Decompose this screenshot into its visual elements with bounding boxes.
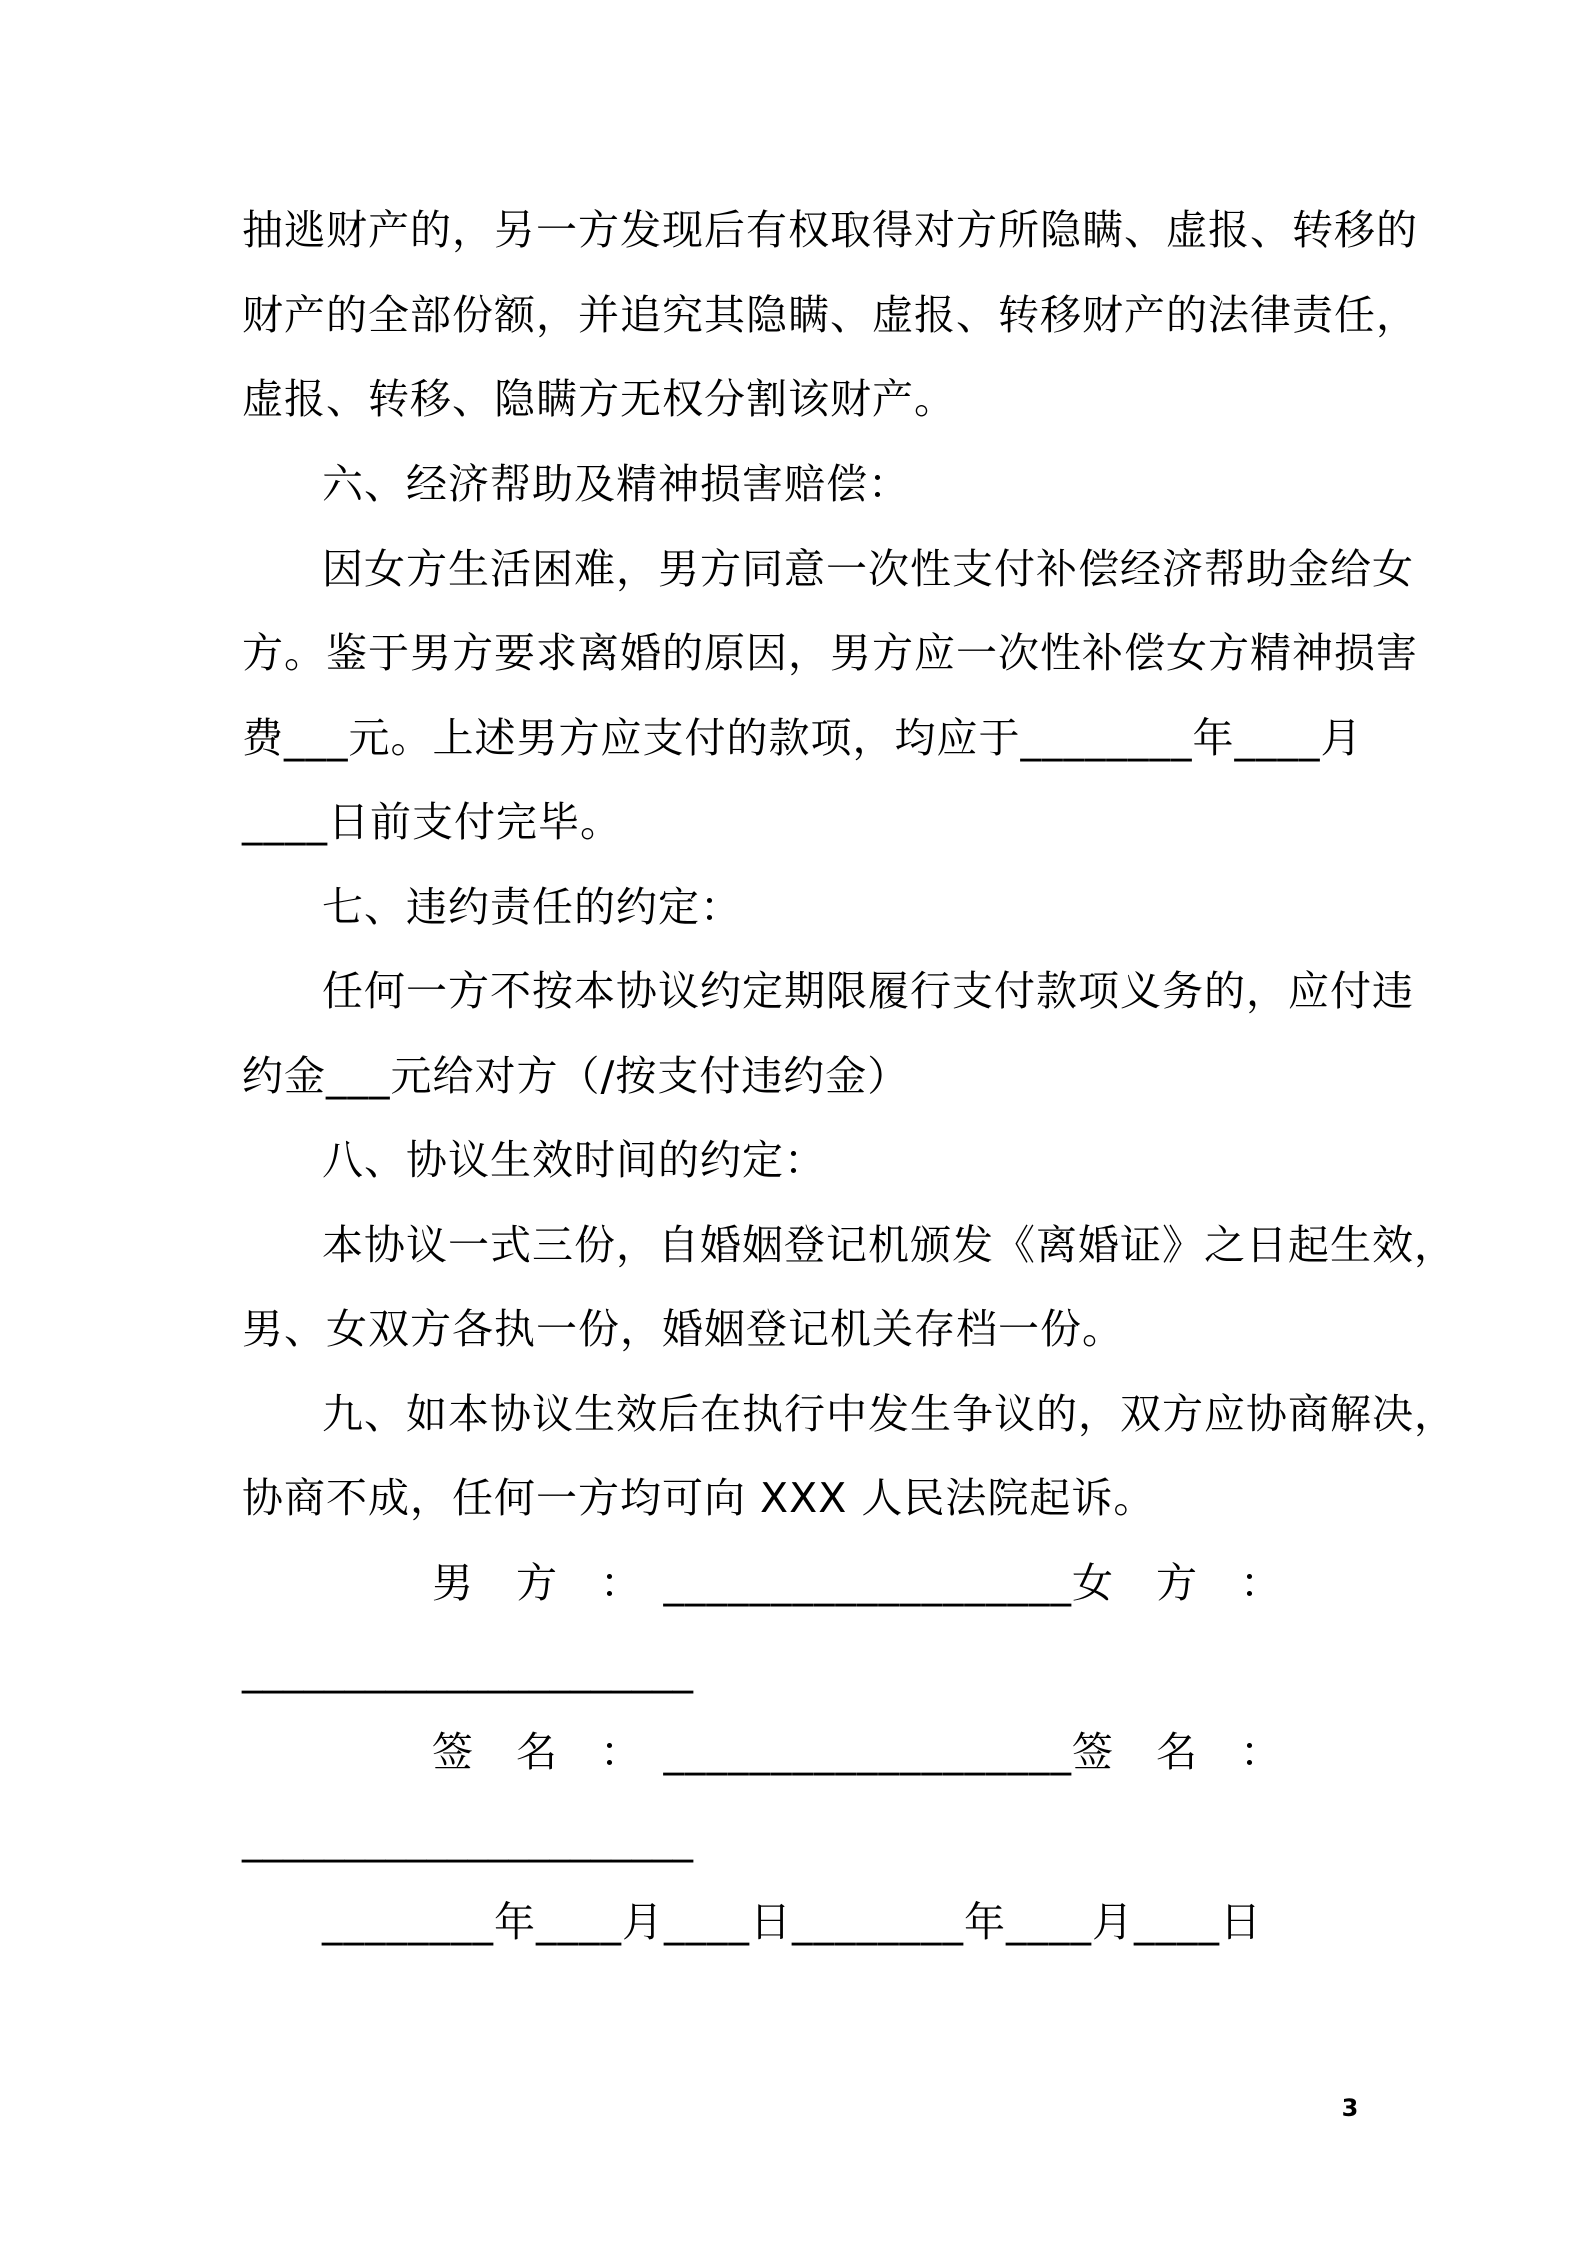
body-text-line: 费___元。上述男方应支付的款项，均应于________年____月 [242,714,1363,762]
party-signature-line: 男 方 ： ___________________女 方 ： [432,1559,1282,1607]
body-text-line: 男、女双方各执一份，婚姻登记机关存档一份。 [242,1305,1124,1353]
body-text-line: 方。鉴于男方要求离婚的原因，男方应一次性补偿女方精神损害 [242,629,1418,677]
body-text-line: 因女方生活困难，男方同意一次性支付补偿经济帮助金给女 [322,545,1414,593]
body-text-line: 虚报、转移、隐瞒方无权分割该财产。 [242,375,956,423]
section-heading-9: 九、如本协议生效后在执行中发生争议的，双方应协商解决， [322,1390,1456,1438]
date-line: ________年____月____日________年____月____日 [322,1898,1262,1946]
body-text-line: 财产的全部份额，并追究其隐瞒、虚报、转移财产的法律责任， [242,291,1418,339]
body-text-line: 本协议一式三份，自婚姻登记机颁发《离婚证》之日起生效， [322,1221,1456,1269]
sign-name-line: 签 名 ： ___________________签 名 ： [432,1728,1282,1776]
body-text-line: 协商不成，任何一方均可向 XXX 人民法院起诉。 [242,1474,1156,1522]
page-number: 3 [1341,2094,1359,2122]
sign-name-blank: ______________________ [242,1815,693,1863]
body-text-line: ____日前支付完毕。 [242,798,622,846]
body-text-line: 抽逃财产的，另一方发现后有权取得对方所隐瞒、虚报、转移的 [242,206,1418,254]
party-signature-blank: ______________________ [242,1646,693,1694]
section-heading-8: 八、协议生效时间的约定： [322,1136,826,1184]
section-heading-6: 六、经济帮助及精神损害赔偿： [322,460,910,508]
body-text-line: 约金___元给对方（/按支付违约金） [242,1052,910,1100]
body-text-line: 任何一方不按本协议约定期限履行支付款项义务的，应付违 [322,967,1414,1015]
section-heading-7: 七、违约责任的约定： [322,883,742,931]
